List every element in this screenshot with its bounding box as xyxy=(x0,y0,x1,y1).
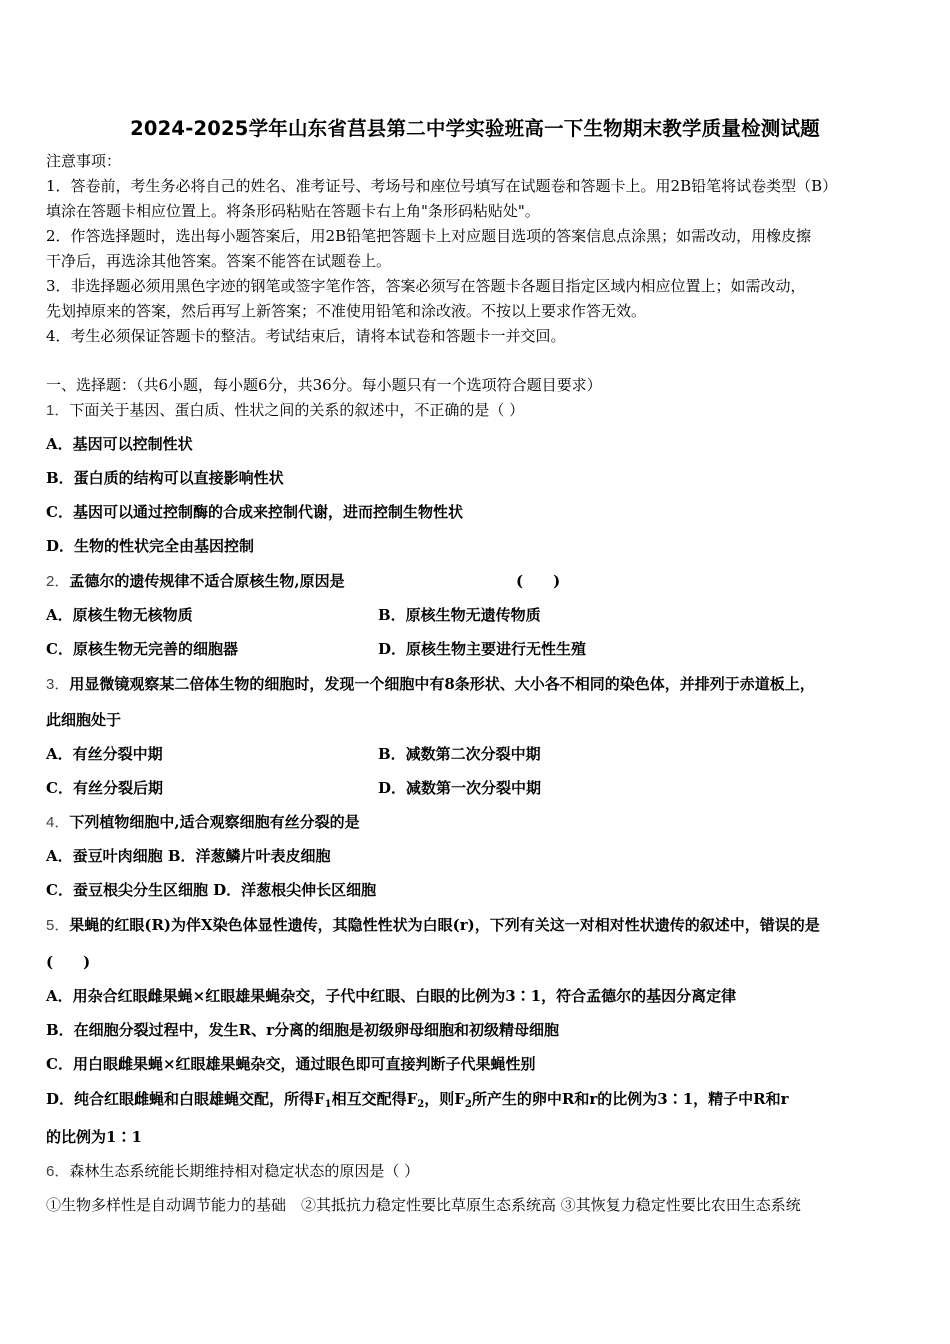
option-d-text: 相互交配得F xyxy=(331,1090,418,1108)
question-stem: 用显微镜观察某二倍体生物的细胞时，发现一个细胞中有8条形状、大小各不相同的染色体，并排列于赤道板上， xyxy=(69,675,815,693)
question-5 xyxy=(46,915,820,936)
option-d-text: 所产生的卵中R和r的比例为3∶1，精子中R和r xyxy=(471,1090,789,1108)
option-b: B．蛋白质的结构可以直接影响性状 xyxy=(46,469,284,487)
option-c: C．用白眼雌果蝇×红眼雄果蝇杂交，通过眼色即可直接判断子代果蝇性别 xyxy=(46,1055,536,1073)
question-stem: 下列植物细胞中,适合观察细胞有丝分裂的是 xyxy=(69,813,360,831)
question-stem: 果蝇的红眼(R)为伴X染色体显性遗传，其隐性性状为白眼(r)，下列有关这一对相对性状遗传的叙述中，错误的是 xyxy=(69,916,820,934)
question-2 xyxy=(46,571,345,592)
notice-line: 先划掉原来的答案，然后再写上新答案；不准使用铅笔和涂改液。不按以上要求作答无效。 xyxy=(46,302,647,320)
question-number: 6． xyxy=(46,1163,70,1180)
options-ab: A．蚕豆叶肉细胞 B．洋葱鳞片叶表皮细胞 xyxy=(46,847,331,865)
option-d-text: D．纯合红眼雌蝇和白眼雄蝇交配，所得F xyxy=(46,1090,325,1108)
subscript: 2 xyxy=(464,1099,472,1110)
question-stem: 下面关于基因、蛋白质、性状之间的关系的叙述中，不正确的是（ ） xyxy=(69,401,525,419)
question-3 xyxy=(46,674,815,695)
question-6-statements: ①生物多样性是自动调节能力的基础 ②其抵抗力稳定性要比草原生态系统高 ③其恢复力稳定性要比农田生态系统 xyxy=(46,1196,801,1214)
option-a: A．原核生物无核物质 xyxy=(46,606,193,624)
question-1 xyxy=(46,400,524,421)
section-heading: 一、选择题：（共6小题，每小题6分，共36分。每小题只有一个选项符合题目要求） xyxy=(46,376,602,394)
option-c: C．基因可以通过控制酶的合成来控制代谢，进而控制生物性状 xyxy=(46,503,463,521)
option-b: B．减数第二次分裂中期 xyxy=(378,745,541,763)
question-number: 4． xyxy=(46,814,70,831)
option-b: B．原核生物无遗传物质 xyxy=(378,606,541,624)
option-d-continued: 的比例为1∶1 xyxy=(46,1128,142,1146)
notice-line: 4．考生必须保证答题卡的整洁。考试结束后，请将本试卷和答题卡一并交回。 xyxy=(46,327,566,345)
subscript: 2 xyxy=(417,1099,425,1110)
exam-title: 2024-2025学年山东省莒县第二中学实验班高一下生物期末教学质量检测试题 xyxy=(130,117,820,140)
answer-paren: ( ) xyxy=(46,953,91,971)
option-d-text: ，则F xyxy=(424,1090,465,1108)
option-c: C．原核生物无完善的细胞器 xyxy=(46,640,238,658)
option-a: A．基因可以控制性状 xyxy=(46,435,193,453)
option-b: B．在细胞分裂过程中，发生R、r分离的细胞是初级卵母细胞和初级精母细胞 xyxy=(46,1021,560,1039)
subscript: 1 xyxy=(324,1099,332,1110)
option-d: D．减数第一次分裂中期 xyxy=(378,779,542,797)
answer-paren: ( ) xyxy=(516,572,561,590)
option-d: D．生物的性状完全由基因控制 xyxy=(46,537,255,555)
notice-line: 2．作答选择题时，选出每小题答案后，用2B铅笔把答题卡上对应题目选项的答案信息点涂黑；如需改动，用橡皮擦 xyxy=(46,227,812,245)
option-a: A．有丝分裂中期 xyxy=(46,745,163,763)
notice-line: 3．非选择题必须用黑色字迹的钢笔或签字笔作答，答案必须写在答题卡各题目指定区域内相应位置上；如需改动， xyxy=(46,277,806,295)
option-d xyxy=(46,1089,789,1109)
option-d: D．原核生物主要进行无性生殖 xyxy=(378,640,587,658)
question-number: 3． xyxy=(46,676,70,693)
question-stem-continued: 此细胞处于 xyxy=(46,711,122,729)
options-cd: C．蚕豆根尖分生区细胞 D．洋葱根尖伸长区细胞 xyxy=(46,881,377,899)
question-number: 2． xyxy=(46,573,70,590)
question-number: 1． xyxy=(46,402,70,419)
notice-heading: 注意事项： xyxy=(46,152,122,170)
question-stem: 森林生态系统能长期维持相对稳定状态的原因是（ ） xyxy=(69,1162,420,1180)
notice-line: 填涂在答题卡相应位置上。将条形码粘贴在答题卡右上角"条形码粘贴处"。 xyxy=(46,202,540,220)
option-a: A．用杂合红眼雌果蝇×红眼雄果蝇杂交，子代中红眼、白眼的比例为3∶1，符合孟德尔的基因分离定律 xyxy=(46,987,737,1005)
notice-line: 干净后，再选涂其他答案。答案不能答在试题卷上。 xyxy=(46,252,392,270)
question-number: 5． xyxy=(46,917,70,934)
question-4 xyxy=(46,812,360,833)
question-stem: 孟德尔的遗传规律不适合原核生物,原因是 xyxy=(69,572,345,590)
question-6 xyxy=(46,1161,419,1182)
option-c: C．有丝分裂后期 xyxy=(46,779,163,797)
notice-line: 1．答卷前，考生务必将自己的姓名、准考证号、考场号和座位号填写在试题卷和答题卡上。用2B铅笔将试卷类型（B） xyxy=(46,177,838,195)
